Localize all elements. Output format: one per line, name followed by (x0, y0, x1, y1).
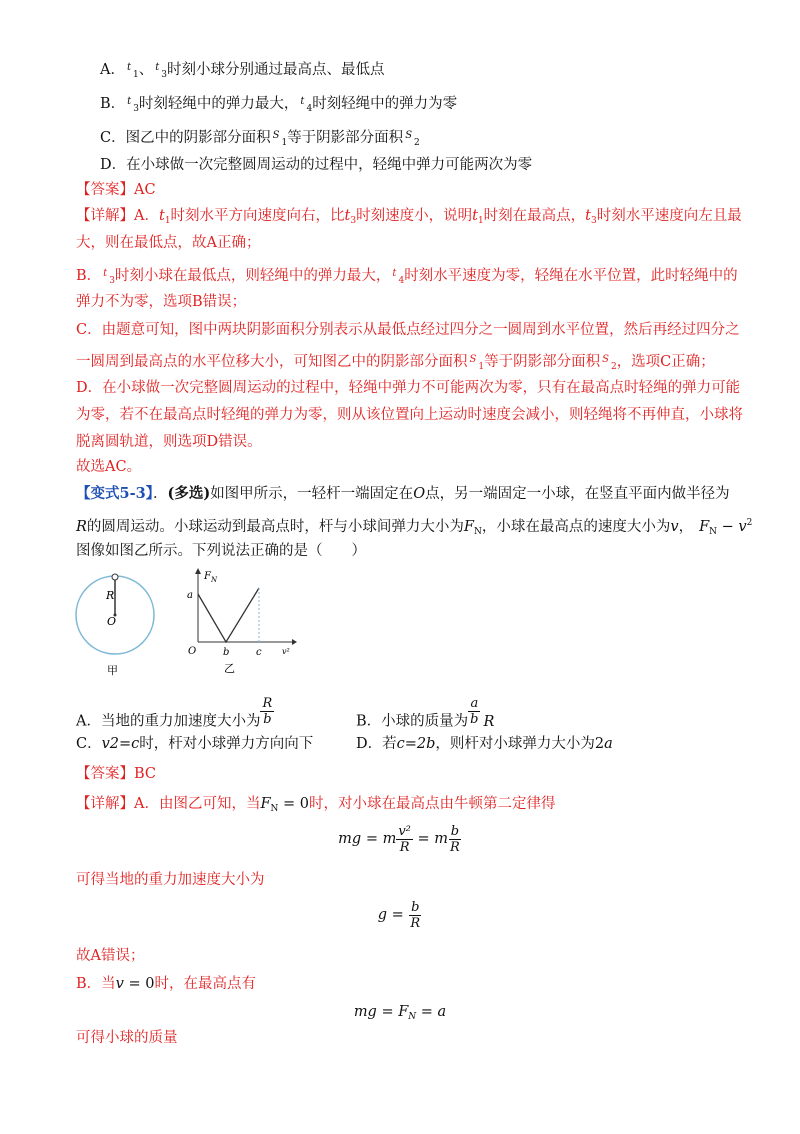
label-R: R (106, 589, 115, 602)
detail1-line7: D．在小球做一次完整圆周运动的过程中，轻绳中弹力不可能两次为零，只有在最高点时轻绳的弹力可能 (76, 380, 741, 396)
answer-1: 【答案】AC (76, 182, 156, 198)
x-axis-arrow (292, 639, 297, 645)
detail1-line10: 故选AC。 (76, 459, 142, 475)
figure-yi (182, 566, 297, 684)
detail2-line3: 故A错误； (76, 948, 145, 964)
option-d: D．在小球做一次完整圆周运动的过程中，轻绳中弹力可能两次为零 (100, 157, 533, 173)
detail2-line2: 可得当地的重力加速度大小为 (76, 872, 265, 888)
caption-yi: 乙 (224, 662, 235, 675)
detail2-line1: 【详解】A．由图乙可知，当$F_N = 0$时，对小球在最高点由牛顿第二定律得 (76, 796, 556, 814)
detail1-line9: 脱离圆轨道，则选项D错误。 (76, 434, 262, 450)
label-O: O (107, 615, 117, 628)
caption-jia: 甲 (107, 664, 118, 677)
detail1-line2: 大，则在最低点，故A正确； (76, 235, 261, 251)
detail1-line5: C．由题意可知，图中两块阴影面积分别表示从最低点经过四分之一圆周到水平位置，然后再经过四分之 (76, 322, 740, 338)
ball (112, 574, 118, 580)
answer-2: 【答案】BC (76, 766, 157, 782)
detail2-line5: 可得小球的质量 (76, 1030, 178, 1046)
label-b: b (223, 647, 230, 658)
variant-option-c: C．v2=c时，杆对小球弹力方向向下 (76, 736, 314, 752)
label-v2: v² (282, 647, 290, 656)
variant-option-a: A．当地的重力加速度大小为 $\frac{R}{b}$ (76, 696, 273, 730)
variant-line1: 【变式5-3】．(多选)如图甲所示，一轻杆一端固定在O点，另一端固定一小球，在竖直平面内做半径为 (76, 485, 730, 502)
option-c: C．图乙中的阴影部分面积 $^S_1$等于阴影部分面积 $^S_2$ (100, 130, 420, 148)
detail1-line8: 为零，若不在最高点时轻绳的弹力为零，则从该位置向上运动时速度会减小，则轻绳将不再伸直，小球将 (76, 407, 743, 423)
detail1-line1: 【详解】A．$t_1$时刻水平方向速度向右，比$t_3$时刻速度小，说明$t_1$时刻在最高点，$t_3$时刻水平速度向左且最 (76, 208, 742, 226)
equation-2: g = $\frac{b}{R}$ (377, 899, 421, 931)
variant-line3: 图像如图乙所示。下列说法正确的是（ ） (76, 543, 366, 559)
y-axis-arrow (195, 568, 201, 574)
detail2-line4: B．当v = 0时，在最高点有 (76, 976, 256, 992)
detail1-line4: 弹力不为零，选项B错误； (76, 294, 247, 310)
fn-v2-line (198, 588, 259, 642)
equation-1: mg = m $\frac{\text{v²}}{R}$ = m $\frac{b}{R}$ (338, 823, 460, 855)
option-b: B． $^t_3$时刻轻绳中的弹力最大， $^t_4$时刻轻绳中的弹力为零 (100, 96, 458, 114)
label-O-yi: O (188, 646, 197, 657)
equation-3: mg = $F_N = a$ (353, 1004, 447, 1022)
label-a: a (187, 590, 193, 601)
figure-jia (74, 568, 164, 683)
detail1-line6: 一圆周到最高点的水平位移大小，可知图乙中的阴影部分面积 $^S_1$等于阴影部分面积 $^S_2$，选项C正确； (76, 354, 715, 372)
variant-option-b: B．小球的质量为 $\frac{a}{b}$ R (356, 696, 495, 730)
variant-option-d: D．若c=2b，则杆对小球弹力大小为2a (356, 736, 613, 752)
detail1-line3: B． $^t_3$时刻小球在最低点，则轻绳中的弹力最大， $^t_4$时刻水平速度为零，轻绳在水平位置，此时轻绳中的 (76, 268, 738, 286)
label-FN: $F_N$ (204, 571, 218, 584)
option-a: A． $^t_1$、 $^t_3$时刻小球分别通过最高点、最低点 (100, 62, 385, 80)
label-c: c (256, 647, 262, 658)
variant-line2: R的圆周运动。小球运动到最高点时，杆与小球间弹力大小为$F_N$，小球在最高点的速度大小为v， $F_N - v^2$ (76, 518, 753, 537)
